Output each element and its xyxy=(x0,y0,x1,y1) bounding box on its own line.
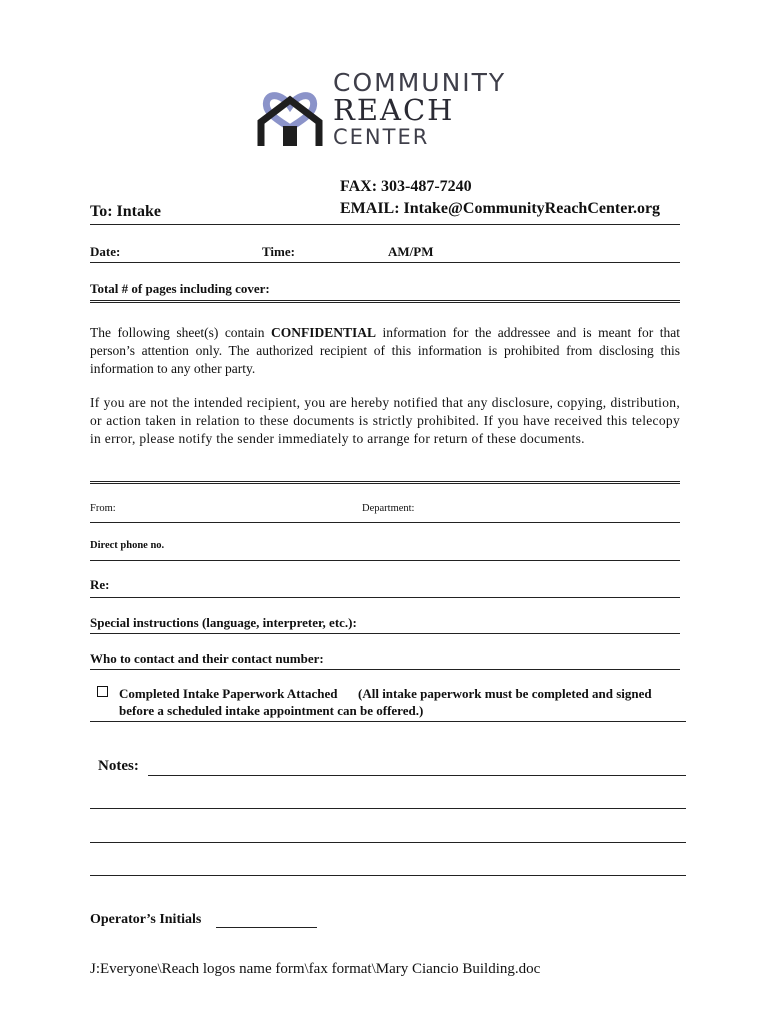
operator-initials-label: Operator’s Initials xyxy=(90,912,202,927)
logo-line-reach: REACH xyxy=(333,93,455,127)
who-to-contact-label: Who to contact and their contact number: xyxy=(90,651,324,666)
checkbox-label: Completed Intake Paperwork Attached xyxy=(119,686,338,701)
notes-line-1[interactable] xyxy=(148,775,686,776)
re-line[interactable] xyxy=(90,597,680,598)
notes-label: Notes: xyxy=(98,758,139,774)
logo-line-community: COMMUNITY xyxy=(333,68,507,97)
department-label: Department: xyxy=(362,503,415,514)
house-heart-logo-icon xyxy=(255,76,325,156)
notice-text-2: information for the addressee and is meant for that person’s attention only. The authorized recipient of this information is prohibited from disclosing this information to any other party. xyxy=(90,325,680,376)
logo-line-center: CENTER xyxy=(333,125,430,149)
to-line: To: Intake xyxy=(90,203,161,220)
file-path-footer: J:Everyone\Reach logos name form\fax format\Mary Ciancio Building.doc xyxy=(90,961,541,977)
logo xyxy=(255,68,515,153)
date-label: Date: xyxy=(90,244,121,259)
confidential-notice-paragraph xyxy=(90,324,680,378)
email-address: EMAIL: Intake@CommunityReachCenter.org xyxy=(340,200,661,217)
notice-text-1: The following sheet(s) contain xyxy=(90,325,272,340)
special-instructions-label: Special instructions (language, interpreter, etc.): xyxy=(90,615,357,630)
notes-line-2[interactable] xyxy=(90,808,686,809)
direct-phone-line[interactable] xyxy=(90,560,680,561)
re-label: Re: xyxy=(90,577,110,592)
operator-initials-line[interactable] xyxy=(216,927,317,928)
date-divider xyxy=(90,262,680,263)
checkbox-note-line-1: (All intake paperwork must be completed and signed xyxy=(358,686,652,701)
total-pages-label: Total # of pages including cover: xyxy=(90,281,270,296)
direct-phone-label: Direct phone no. xyxy=(90,540,165,551)
intake-paperwork-checkbox[interactable] xyxy=(97,686,108,697)
checkbox-divider xyxy=(90,721,686,722)
total-pages-divider xyxy=(90,300,680,303)
time-label: Time: xyxy=(262,244,295,259)
header-divider xyxy=(90,224,680,225)
fax-number: FAX: 303-487-7240 xyxy=(340,178,472,195)
checkbox-note-line-2: before a scheduled intake appointment can be offered.) xyxy=(119,703,424,718)
notes-line-3[interactable] xyxy=(90,842,686,843)
special-instructions-line[interactable] xyxy=(90,633,680,634)
notes-line-4[interactable] xyxy=(90,875,686,876)
ampm-label: AM/PM xyxy=(388,244,434,259)
misdelivery-notice-paragraph: If you are not the intended recipient, you are hereby notified that any disclosure, copying, distribution, or action taken in relation to these documents is strictly prohibited. If you have received this telecopy in error, please notify the sender immediately to arrange for return of these documents. xyxy=(90,395,680,446)
from-line[interactable] xyxy=(90,522,680,523)
from-label: From: xyxy=(90,503,116,514)
confidential-word: CONFIDENTIAL xyxy=(271,325,377,340)
notice-divider xyxy=(90,481,680,484)
who-to-contact-line[interactable] xyxy=(90,669,680,670)
